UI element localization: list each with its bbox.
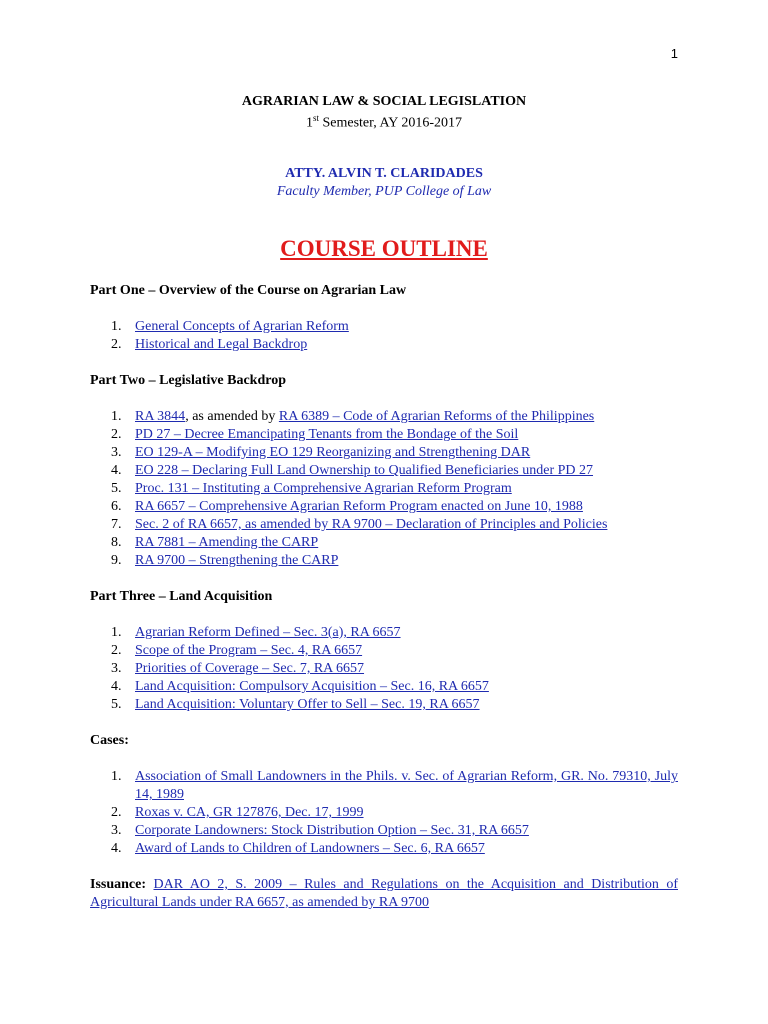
outline-link[interactable]: Association of Small Landowners in the Phils. v. Sec. of Agrarian Reform, GR. No. 79310, July 14, 1989 bbox=[135, 769, 678, 802]
outline-link[interactable]: RA 3844 bbox=[135, 409, 186, 424]
list-item bbox=[90, 444, 678, 462]
item-number: 4. bbox=[111, 841, 122, 856]
semester-ordinal: 1 bbox=[305, 115, 313, 131]
issuance-link[interactable]: DAR AO 2, S. 2009 – Rules and Regulations on the Acquisition and Distribution of Agricultural Lands under RA 6657, as amended by RA 9700 bbox=[90, 877, 678, 910]
list-item bbox=[90, 642, 678, 660]
outline-link[interactable]: RA 7881 – Amending the CARP bbox=[135, 535, 319, 550]
list-item bbox=[90, 678, 678, 696]
item-number: 3. bbox=[111, 445, 122, 460]
list-item bbox=[90, 336, 678, 354]
item-number: 7. bbox=[111, 517, 122, 532]
author-block bbox=[0, 165, 768, 201]
outline-link[interactable]: Award of Lands to Children of Landowners – Sec. 6, RA 6657 bbox=[135, 841, 485, 856]
item-number: 1. bbox=[111, 319, 122, 334]
outline-link[interactable]: Agrarian Reform Defined – Sec. 3(a), RA 6657 bbox=[135, 625, 401, 640]
author-role: Faculty Member, PUP College of Law bbox=[276, 184, 492, 199]
item-number: 6. bbox=[111, 499, 122, 514]
item-number: 2. bbox=[111, 643, 122, 658]
outline-title: COURSE OUTLINE bbox=[280, 236, 488, 261]
issuance-paragraph bbox=[90, 876, 678, 912]
part-two-list bbox=[90, 408, 678, 570]
list-item bbox=[90, 480, 678, 498]
semester-line bbox=[0, 110, 768, 132]
list-item bbox=[90, 660, 678, 678]
outline-link[interactable]: Corporate Landowners: Stock Distribution Option – Sec. 31, RA 6657 bbox=[135, 823, 529, 838]
item-number: 5. bbox=[111, 697, 122, 712]
item-number: 8. bbox=[111, 535, 122, 550]
item-number: 2. bbox=[111, 427, 122, 442]
list-item bbox=[90, 552, 678, 570]
cases-heading: Cases: bbox=[90, 733, 129, 748]
list-item bbox=[90, 498, 678, 516]
outline-link[interactable]: Historical and Legal Backdrop bbox=[135, 337, 308, 352]
item-number: 4. bbox=[111, 679, 122, 694]
outline-link[interactable]: Roxas v. CA, GR 127876, Dec. 17, 1999 bbox=[135, 805, 364, 820]
item-number: 9. bbox=[111, 553, 122, 568]
item-number: 5. bbox=[111, 481, 122, 496]
item-number: 1. bbox=[111, 625, 122, 640]
outline-content bbox=[90, 282, 678, 912]
outline-link[interactable]: Land Acquisition: Voluntary Offer to Sell – Sec. 19, RA 6657 bbox=[135, 697, 480, 712]
part-three-heading: Part Three – Land Acquisition bbox=[90, 589, 273, 604]
item-number: 1. bbox=[111, 769, 122, 784]
list-item bbox=[90, 534, 678, 552]
outline-link[interactable]: Land Acquisition: Compulsory Acquisition – Sec. 16, RA 6657 bbox=[135, 679, 489, 694]
list-item bbox=[90, 408, 678, 426]
item-number: 3. bbox=[111, 823, 122, 838]
list-item bbox=[90, 840, 678, 858]
issuance-label: Issuance: bbox=[90, 877, 147, 892]
list-item bbox=[90, 516, 678, 534]
outline-link[interactable]: RA 6657 – Comprehensive Agrarian Reform Program enacted on June 10, 1988 bbox=[135, 499, 583, 514]
outline-link[interactable]: RA 6389 – Code of Agrarian Reforms of the Philippines bbox=[278, 409, 595, 424]
item-number: 1. bbox=[111, 409, 122, 424]
outline-link[interactable]: EO 129-A – Modifying EO 129 Reorganizing and Strengthening DAR bbox=[135, 445, 531, 460]
item-number: 4. bbox=[111, 463, 122, 478]
course-title: AGRARIAN LAW & SOCIAL LEGISLATION bbox=[241, 94, 527, 109]
outline-link[interactable]: RA 9700 – Strengthening the CARP bbox=[135, 553, 339, 568]
part-two-heading: Part Two – Legislative Backdrop bbox=[90, 373, 286, 388]
outline-link[interactable]: Priorities of Coverage – Sec. 7, RA 6657 bbox=[135, 661, 365, 676]
part-one-list bbox=[90, 318, 678, 354]
document-header bbox=[0, 93, 768, 132]
outline-link[interactable]: Scope of the Program – Sec. 4, RA 6657 bbox=[135, 643, 363, 658]
outline-link[interactable]: EO 228 – Declaring Full Land Ownership to Qualified Beneficiaries under PD 27 bbox=[135, 463, 594, 478]
item-plain-text: , as amended by bbox=[185, 409, 279, 424]
part-one-heading: Part One – Overview of the Course on Agrarian Law bbox=[90, 283, 407, 298]
list-item bbox=[90, 462, 678, 480]
item-number: 3. bbox=[111, 661, 122, 676]
cases-list bbox=[90, 768, 678, 858]
semester-ordinal-suffix: st bbox=[312, 113, 319, 123]
list-item bbox=[90, 822, 678, 840]
part-three-list bbox=[90, 624, 678, 714]
outline-link[interactable]: Proc. 131 – Instituting a Comprehensive Agrarian Reform Program bbox=[135, 481, 512, 496]
list-item bbox=[90, 624, 678, 642]
semester-text: Semester, AY 2016-2017 bbox=[318, 115, 463, 131]
outline-link[interactable]: General Concepts of Agrarian Reform bbox=[135, 319, 349, 334]
page-number: 1 bbox=[670, 46, 678, 61]
list-item bbox=[90, 696, 678, 714]
outline-link[interactable]: Sec. 2 of RA 6657, as amended by RA 9700 – Declaration of Principles and Policies bbox=[135, 517, 608, 532]
list-item bbox=[90, 426, 678, 444]
item-number: 2. bbox=[111, 805, 122, 820]
item-number: 2. bbox=[111, 337, 122, 352]
list-item bbox=[90, 804, 678, 822]
list-item bbox=[90, 768, 678, 804]
author-name: ATTY. ALVIN T. CLARIDADES bbox=[285, 166, 483, 181]
list-item bbox=[90, 318, 678, 336]
outline-link[interactable]: PD 27 – Decree Emancipating Tenants from the Bondage of the Soil bbox=[135, 427, 519, 442]
